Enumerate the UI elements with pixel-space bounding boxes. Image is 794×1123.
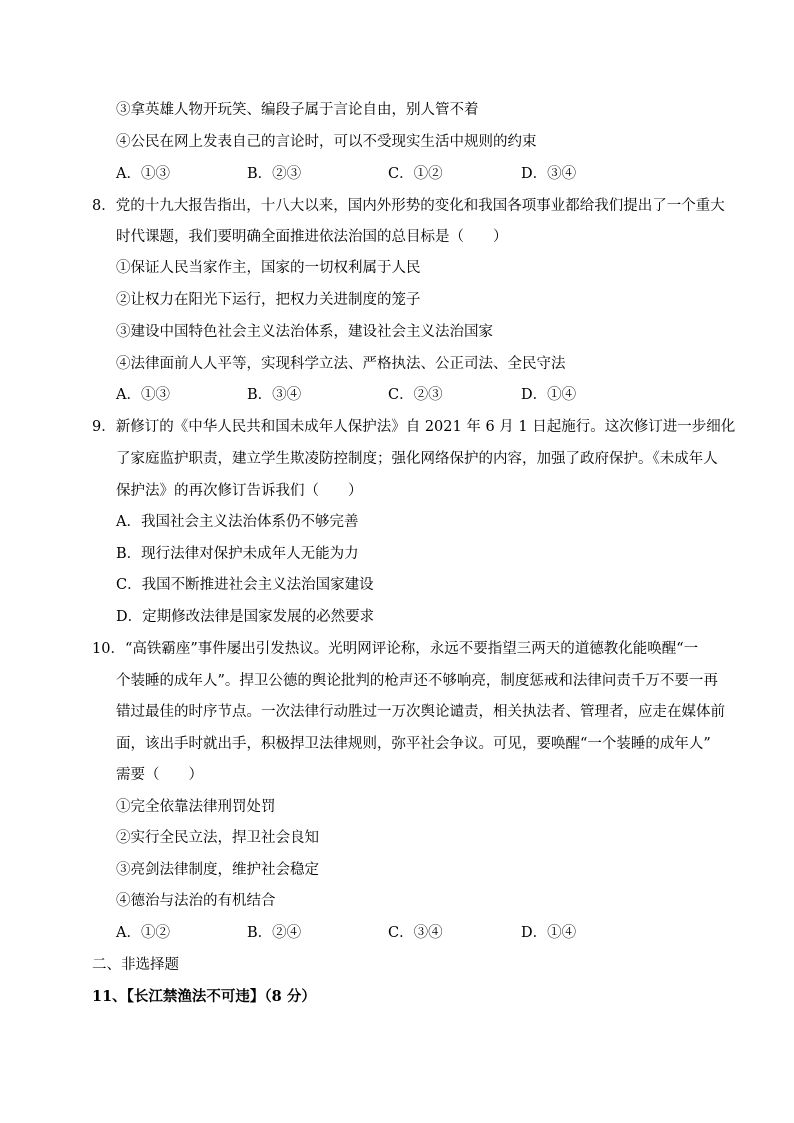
q8-item-3: ③建设中国特色社会主义法治体系，建设社会主义法治国家 — [116, 324, 493, 340]
q9-stem-line2: 了家庭监护职责，建立学生欺凌防控制度；强化网络保护的内容，加强了政府保护。《未成年人 — [116, 451, 718, 467]
q7-item-4: ④公民在网上发表自己的言论时，可以不受现实生活中规则的约束 — [116, 134, 537, 150]
q10-option-a: A．①② — [116, 925, 170, 941]
q10-stem-line1: 10．“高铁霸座”事件屡出引发热议。光明网评论称，永远不要指望三两天的道德教化能唤醒“一 — [92, 641, 699, 657]
q7-option-c: C．①② — [388, 166, 443, 182]
q10-item-3: ③亮剑法律制度，维护社会稳定 — [116, 862, 319, 878]
q10-item-1: ①完全依靠法律刑罚处罚 — [116, 799, 276, 815]
q9-stem-line3: 保护法》的再次修订告诉我们（ ） — [116, 483, 363, 499]
q8-option-c: C．②③ — [388, 387, 443, 403]
q9-stem-line1: 9．新修订的《中华人民共和国未成年人保护法》自 2021 年 6 月 1 日起施行。这次修订进一步细化 — [92, 419, 736, 435]
q10-stem-line3: 错过最佳的时序节点。一次法律行动胜过一万次舆论谴责，相关执法者、管理者，应走在媒体前 — [116, 704, 725, 720]
q7-option-a: A．①③ — [116, 166, 170, 182]
q8-stem-line1: 8．党的十九大报告指出，十八大以来，国内外形势的变化和我国各项事业都给我们提出了一个重大 — [92, 198, 725, 214]
q11-heading: 11、【长江禁渔法不可违】（8 分） — [92, 988, 316, 1005]
q10-stem-line5: 需要（ ） — [116, 767, 203, 783]
q9-choice-a: A．我国社会主义法治体系仍不够完善 — [116, 514, 359, 530]
q8-option-b: B．③④ — [247, 387, 302, 403]
q8-item-1: ①保证人民当家作主，国家的一切权利属于人民 — [116, 260, 421, 276]
q7-item-3: ③拿英雄人物开玩笑、编段子属于言论自由，别人管不着 — [116, 102, 479, 118]
q9-choice-c: C．我国不断推进社会主义法治国家建设 — [116, 577, 374, 593]
q8-item-4: ④法律面前人人平等，实现科学立法、严格执法、公正司法、全民守法 — [116, 356, 566, 372]
q7-option-b: B．②③ — [247, 166, 302, 182]
q8-option-a: A．①③ — [116, 387, 170, 403]
q10-option-d: D．①④ — [521, 925, 577, 941]
q10-item-4: ④德治与法治的有机结合 — [116, 893, 276, 909]
q9-choice-b: B．现行法律对保护未成年人无能为力 — [116, 546, 359, 562]
q9-choice-d: D．定期修改法律是国家发展的必然要求 — [116, 609, 375, 625]
q10-stem-line4: 面，该出手时就出手，积极捍卫法律规则，弥平社会争议。可见，要唤醒“一个装睡的成年人” — [116, 736, 711, 752]
q8-option-d: D．①④ — [521, 387, 577, 403]
q10-option-c: C．③④ — [388, 925, 443, 941]
q8-item-2: ②让权力在阳光下运行，把权力关进制度的笼子 — [116, 292, 421, 308]
q10-option-b: B．②④ — [247, 925, 302, 941]
q8-stem-line2: 时代课题，我们要明确全面推进依法治国的总目标是（ ） — [116, 229, 508, 245]
q7-option-d: D．③④ — [521, 166, 577, 182]
q10-item-2: ②实行全民立法，捍卫社会良知 — [116, 830, 319, 846]
q10-stem-line2: 个装睡的成年人”。捍卫公德的舆论批判的枪声还不够响亮，制度惩戒和法律问责千万不要一再 — [116, 673, 718, 689]
section-heading-non-choice: 二、非选择题 — [92, 957, 179, 973]
